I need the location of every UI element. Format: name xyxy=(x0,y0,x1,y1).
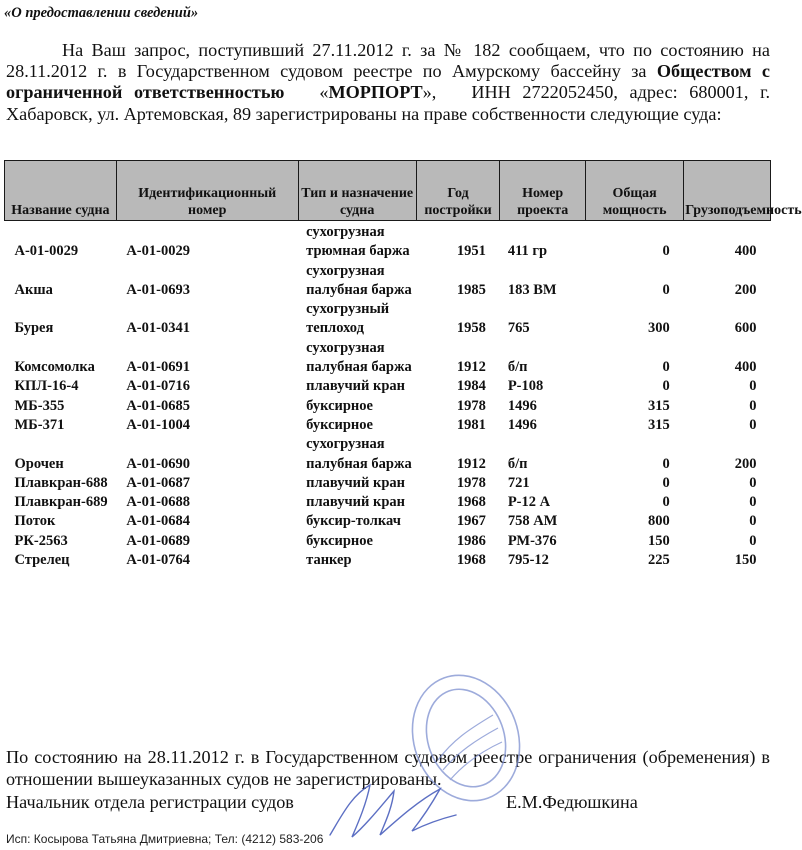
vessel-name: МБ-371 xyxy=(14,416,65,433)
vessel-capacity: 0 xyxy=(749,378,757,395)
vessel-project: 758 АМ xyxy=(507,513,558,530)
vessel-power: 300 xyxy=(647,320,670,337)
vessel-capacity: 600 xyxy=(734,320,757,337)
vessel-power: 0 xyxy=(662,474,670,491)
header-power: Общая мощность xyxy=(586,161,684,221)
vessel-project: Р-108 xyxy=(507,378,544,395)
table-row xyxy=(5,493,771,512)
vessel-type: танкер xyxy=(306,552,352,569)
table-row xyxy=(5,377,771,396)
vessel-capacity: 0 xyxy=(749,397,757,414)
vessel-power: 225 xyxy=(647,552,670,569)
vessel-id: А-01-0764 xyxy=(126,552,190,569)
table-row xyxy=(5,221,771,262)
vessel-project: 411 гр xyxy=(507,243,548,260)
vessel-capacity: 200 xyxy=(734,455,757,472)
vessel-capacity: 150 xyxy=(734,552,757,569)
vessel-power: 0 xyxy=(662,243,670,260)
company-name: МОРПОРТ xyxy=(328,82,423,103)
vessel-power: 0 xyxy=(662,378,670,395)
table-body xyxy=(5,221,771,571)
vessel-year: 1912 xyxy=(456,359,486,376)
vessel-name: Орочен xyxy=(14,455,64,472)
vessel-power: 0 xyxy=(662,455,670,472)
vessel-id: А-01-0685 xyxy=(126,397,190,414)
table-header-row xyxy=(5,161,771,221)
header-capacity: Грузоподъемность xyxy=(684,161,771,221)
vessel-type: буксирное xyxy=(306,397,373,414)
header-id: Идентификационный номер xyxy=(116,161,298,221)
vessel-type: сухогрузная палубная баржа xyxy=(306,436,412,472)
vessel-id: А-01-0693 xyxy=(126,281,190,298)
vessel-project: 765 xyxy=(507,320,530,337)
vessel-capacity: 0 xyxy=(749,494,757,511)
signature-icon xyxy=(322,775,462,845)
company-name-close: », xyxy=(422,82,437,103)
vessel-type: плавучий кран xyxy=(306,378,405,395)
vessel-year: 1968 xyxy=(456,494,486,511)
vessel-year: 1981 xyxy=(456,416,486,433)
vessel-type: сухогрузная палубная баржа xyxy=(306,339,412,376)
vessel-year: 1985 xyxy=(456,281,486,298)
vessel-project: 1496 xyxy=(507,416,537,433)
table-row xyxy=(5,416,771,435)
vessel-power: 315 xyxy=(647,397,670,414)
vessel-type: буксир-толкач xyxy=(306,513,401,530)
vessel-name: Бурея xyxy=(14,320,54,337)
vessel-id: А-01-1004 xyxy=(126,416,190,433)
vessel-name: Комсомолка xyxy=(14,359,95,376)
vessel-year: 1951 xyxy=(456,243,486,260)
vessel-type: буксирное xyxy=(306,416,373,433)
letter-subject: «О предоставлении сведений» xyxy=(4,5,199,21)
vessel-project: 721 xyxy=(507,474,530,491)
vessel-name: А-01-0029 xyxy=(14,243,79,260)
vessel-project: 1496 xyxy=(507,397,537,414)
vessel-name: МБ-355 xyxy=(14,397,65,414)
company-name-open: « xyxy=(319,82,329,103)
vessel-name: Поток xyxy=(14,513,56,530)
vessel-id: А-01-0691 xyxy=(126,359,190,376)
vessel-capacity: 400 xyxy=(734,243,757,260)
intro-part1: На Ваш запрос, поступивший 27.11.2012 г. за № 182 сообщаем, что по состоянию на 28.11.2012 г. в Государственном судовом реестре по Амурскому бассейну за xyxy=(6,40,770,82)
vessel-power: 315 xyxy=(647,416,670,433)
table-row xyxy=(5,339,771,378)
chief-name: Е.М.Федюшкина xyxy=(506,792,638,812)
vessel-year: 1978 xyxy=(456,474,486,491)
vessel-project: Р-12 А xyxy=(507,494,551,511)
vessel-project: 795-12 xyxy=(507,552,549,569)
vessel-name: Акша xyxy=(14,281,53,298)
vessel-power: 800 xyxy=(647,513,670,530)
vessel-id: А-01-0688 xyxy=(126,494,190,511)
vessel-power: 150 xyxy=(647,532,670,549)
vessel-type: буксирное xyxy=(306,532,373,549)
vessel-year: 1978 xyxy=(456,397,486,414)
letter-body xyxy=(6,40,770,125)
vessel-name: Плавкран-689 xyxy=(14,494,108,511)
vessel-capacity: 400 xyxy=(734,359,757,376)
vessel-id: А-01-0716 xyxy=(126,378,190,395)
intro-part2: ИНН 2722052450, адрес: 680001, г. Хабаровск, ул. Артемовская, 89 зарегистрированы на праве собственности следующие суда: xyxy=(6,82,771,124)
vessel-type: сухогрузная палубная баржа xyxy=(306,262,412,298)
vessel-year: 1958 xyxy=(456,320,486,337)
vessel-capacity: 0 xyxy=(749,532,757,549)
vessel-id: А-01-0687 xyxy=(126,474,190,491)
header-project: Номер проекта xyxy=(500,161,586,221)
encumbrance-note: По состоянию на 28.11.2012 г. в Государственном судовом реестре ограничения (обременения) в отношении вышеуказанных судов не зарегистрированы. xyxy=(6,747,770,789)
chief-title: Начальник отдела регистрации судов xyxy=(6,792,294,812)
table-row xyxy=(5,435,771,474)
vessel-power: 0 xyxy=(662,359,670,376)
vessel-name: Стрелец xyxy=(14,552,70,569)
vessel-id: А-01-0684 xyxy=(126,513,190,530)
executor-line: Исп: Косырова Татьяна Дмитриевна; Тел: (4212) 583-206 xyxy=(6,832,324,846)
vessel-year: 1912 xyxy=(456,455,486,472)
header-year: Год постройки xyxy=(416,161,500,221)
vessel-id: А-01-0689 xyxy=(126,532,190,549)
header-type: Тип и назначение судна xyxy=(298,161,416,221)
vessel-project: б/п xyxy=(507,455,528,472)
vessel-year: 1967 xyxy=(456,513,486,530)
table-row xyxy=(5,532,771,551)
table-row xyxy=(5,551,771,570)
vessel-type: плавучий кран xyxy=(306,494,405,511)
vessel-type: сухогрузная трюмная баржа xyxy=(306,224,410,260)
vessel-year: 1968 xyxy=(456,552,486,569)
vessel-capacity: 0 xyxy=(749,513,757,530)
vessel-capacity: 0 xyxy=(749,474,757,491)
table-row xyxy=(5,474,771,493)
vessel-id: А-01-0690 xyxy=(126,455,190,472)
table-row xyxy=(5,300,771,339)
vessel-power: 0 xyxy=(662,281,670,298)
vessel-name: РК-2563 xyxy=(14,532,68,549)
company-type: Обществом с ограниченной ответственностью xyxy=(6,61,770,103)
vessel-project: б/п xyxy=(507,359,528,376)
vessel-year: 1984 xyxy=(456,378,486,395)
header-name: Название судна xyxy=(5,161,117,221)
vessel-name: КПЛ-16-4 xyxy=(14,378,79,395)
vessels-table xyxy=(4,160,802,570)
vessel-project: 183 ВМ xyxy=(507,281,557,298)
vessel-id: А-01-0341 xyxy=(126,320,190,337)
vessel-type: плавучий кран xyxy=(306,474,405,491)
table-row xyxy=(5,512,771,531)
vessel-capacity: 0 xyxy=(749,416,757,433)
vessel-year: 1986 xyxy=(456,532,486,549)
vessel-power: 0 xyxy=(662,494,670,511)
vessel-project: РМ-376 xyxy=(507,532,557,549)
vessel-id: А-01-0029 xyxy=(126,243,190,260)
vessel-capacity: 200 xyxy=(734,281,757,298)
table-row xyxy=(5,262,771,301)
vessel-type: сухогрузный теплоход xyxy=(306,301,390,337)
vessel-name: Плавкран-688 xyxy=(14,474,108,491)
table-row xyxy=(5,397,771,416)
